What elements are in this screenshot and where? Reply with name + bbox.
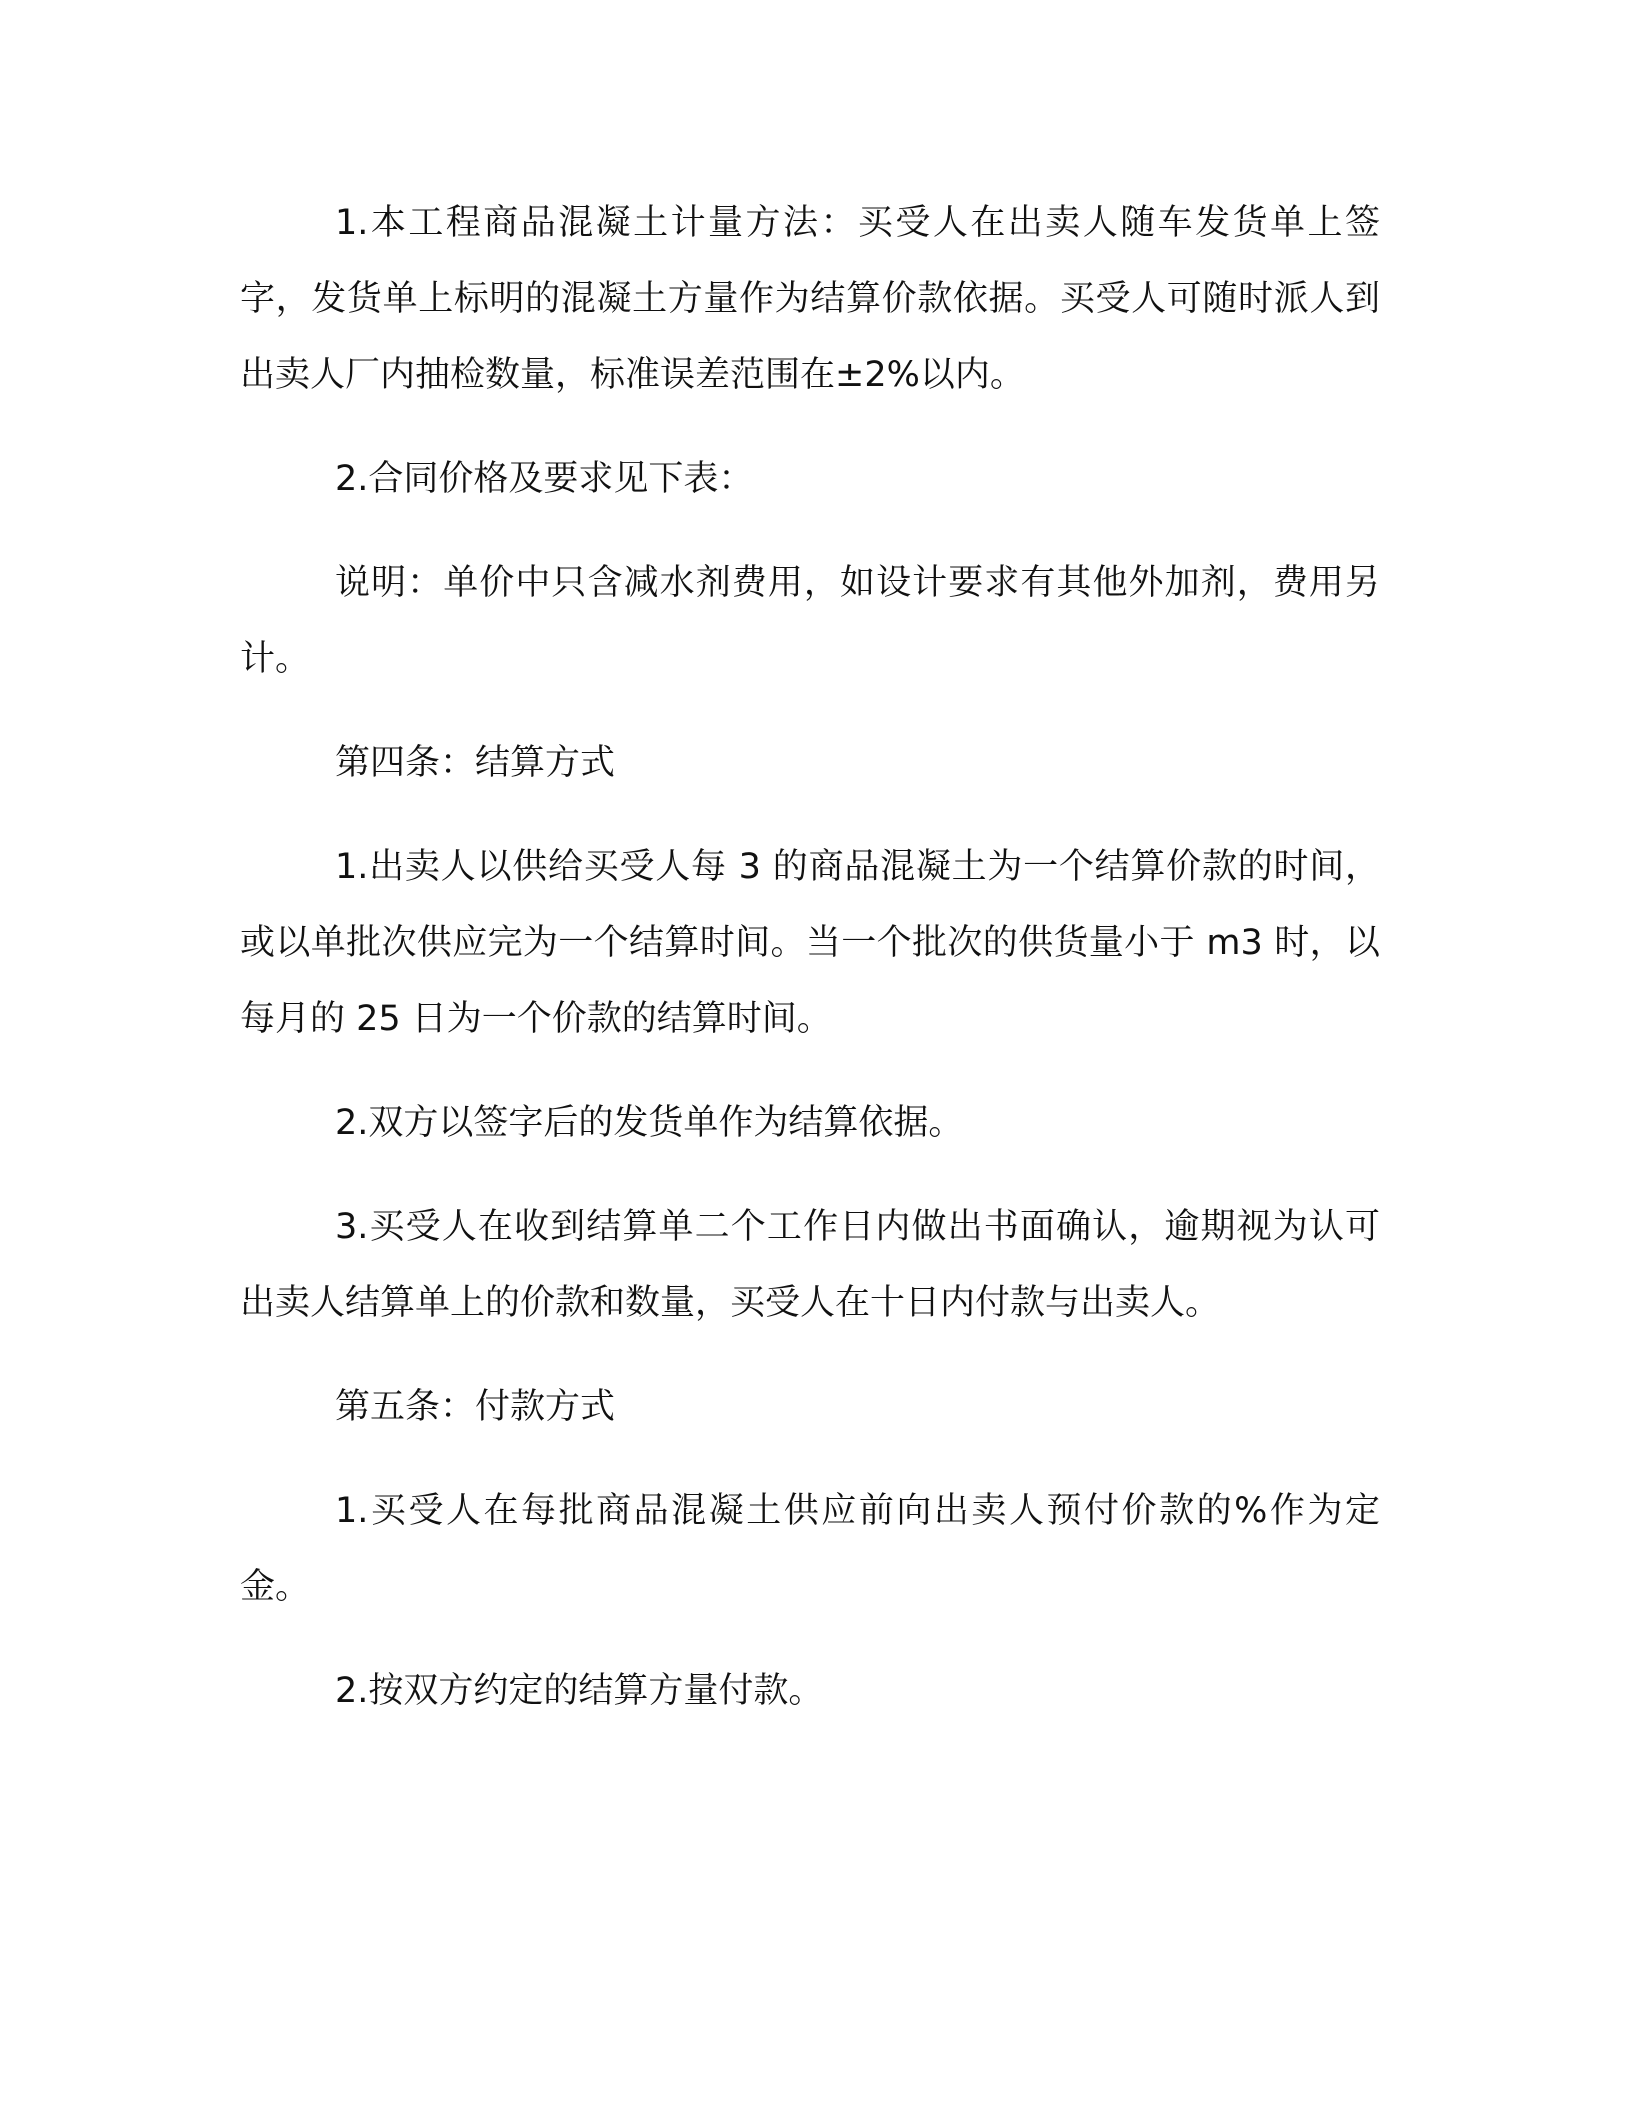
paragraph-price-note: 说明：单价中只含减水剂费用，如设计要求有其他外加剂，费用另计。 <box>240 563 1380 679</box>
paragraph-settlement-confirmation: 3.买受人在收到结算单二个工作日内做出书面确认，逾期视为认可出卖人结算单上的价款和数量，买受人在十日内付款与出卖人。 <box>240 1207 1380 1323</box>
heading-article-five: 第五条：付款方式 <box>335 1387 616 1427</box>
document-body <box>240 185 1380 1757</box>
paragraph-settlement-period: 1.出卖人以供给买受人每 3 的商品混凝土为一个结算价款的时间，或以单批次供应完为一个结算时间。当一个批次的供货量小于 m3 时，以每月的 25 日为一个价款的结算时间。 <box>240 847 1380 1039</box>
paragraph-settlement-basis: 2.双方以签字后的发货单作为结算依据。 <box>335 1103 964 1143</box>
paragraph-measurement-method: 1.本工程商品混凝土计量方法：买受人在出卖人随车发货单上签字，发货单上标明的混凝土方量作为结算价款依据。买受人可随时派人到出卖人厂内抽检数量，标准误差范围在±2%以内。 <box>240 203 1380 395</box>
paragraph-contract-price: 2.合同价格及要求见下表： <box>335 459 754 499</box>
paragraph-deposit: 1.买受人在每批商品混凝土供应前向出卖人预付价款的%作为定金。 <box>240 1491 1380 1607</box>
paragraph-payment-by-volume: 2.按双方约定的结算方量付款。 <box>335 1671 824 1711</box>
heading-article-four: 第四条：结算方式 <box>335 743 616 783</box>
